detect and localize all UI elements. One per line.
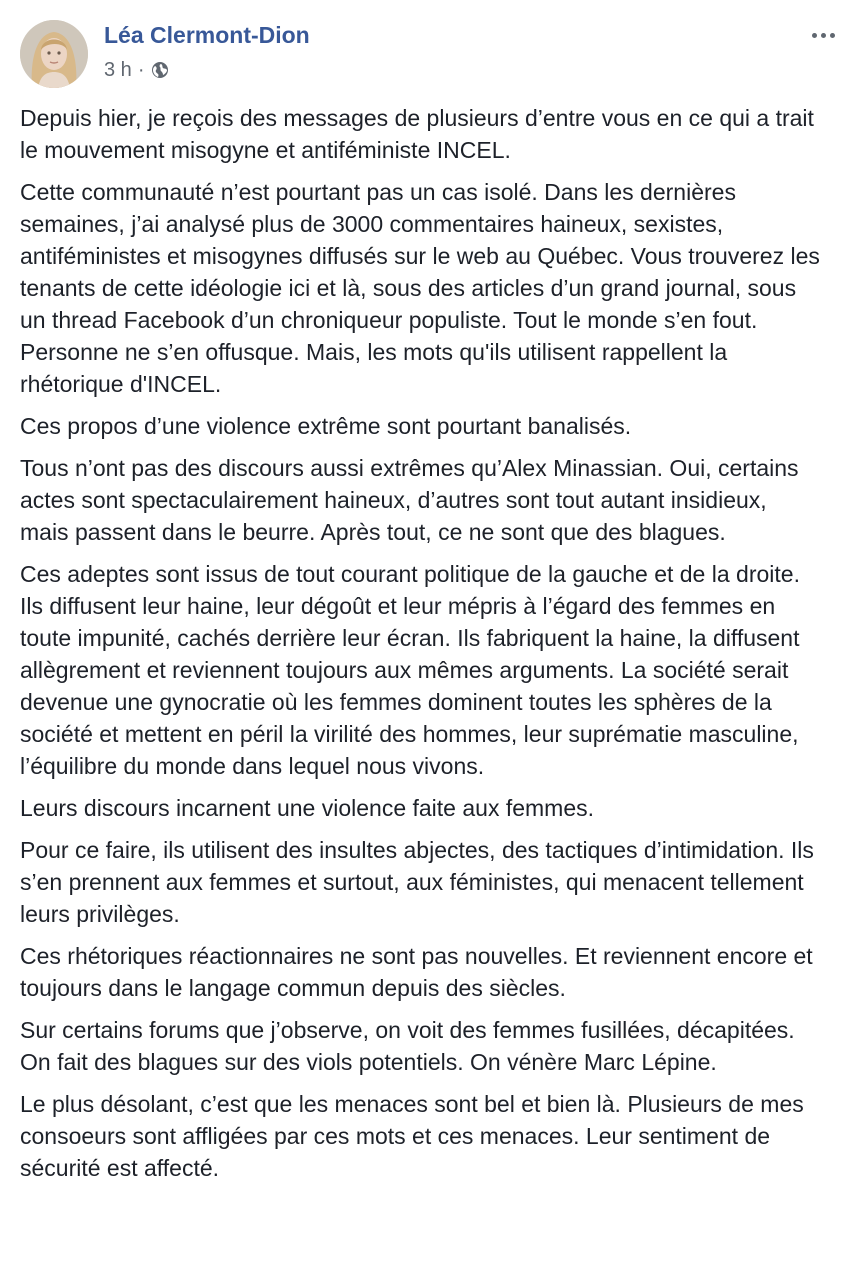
post-body bbox=[20, 102, 820, 1194]
author-name[interactable]: Léa Clermont-Dion bbox=[104, 22, 310, 48]
post-paragraph: Ces adeptes sont issus de tout courant politique de la gauche et de la droite. Ils diffusent leur haine, leur dégoût et leur mépris à l’égard des femmes en toute impunité, cachés derrière leur écran. Ils fabriquent la haine, la diffusent allègrement et reviennent toujours aux mêmes arguments. La société serait devenue une gynocratie où les femmes dominent toutes les sphères de la société et mettent en péril la virilité des hommes, leur suprématie masculine, l’équilibre du monde dans lequel nous vivons. bbox=[20, 561, 800, 779]
avatar-photo bbox=[20, 20, 88, 88]
post-paragraph: Sur certains forums que j’observe, on voit des femmes fusillées, décapitées. On fait des blagues sur des viols potentiels. On vénère Marc Lépine. bbox=[20, 1017, 795, 1075]
post-paragraph: Depuis hier, je reçois des messages de plusieurs d’entre vous en ce qui a trait le mouvement misogyne et antiféministe INCEL. bbox=[20, 105, 814, 163]
post-meta bbox=[104, 58, 169, 82]
post-timestamp[interactable]: 3 h bbox=[104, 58, 132, 81]
author-avatar[interactable] bbox=[20, 20, 88, 88]
post-paragraph: Le plus désolant, c’est que les menaces sont bel et bien là. Plusieurs de mes consoeurs sont affligées par ces mots et ces menaces. Leur sentiment de sécurité est affecté. bbox=[20, 1091, 804, 1181]
post-paragraph: Leurs discours incarnent une violence faite aux femmes. bbox=[20, 795, 595, 821]
post-paragraph: Pour ce faire, ils utilisent des insultes abjectes, des tactiques d’intimidation. Ils s’en prennent aux femmes et surtout, aux féministes, qui menacent tellement leurs privilèges. bbox=[20, 837, 814, 927]
post-paragraph: Ces rhétoriques réactionnaires ne sont pas nouvelles. Et reviennent encore et toujours dans le langage commun depuis des siècles. bbox=[20, 943, 813, 1001]
globe-icon[interactable] bbox=[151, 61, 169, 79]
more-options-button[interactable] bbox=[806, 24, 840, 46]
meta-separator: · bbox=[137, 58, 145, 81]
post-paragraph: Ces propos d’une violence extrême sont pourtant banalisés. bbox=[20, 413, 632, 439]
post-paragraph: Cette communauté n’est pourtant pas un cas isolé. Dans les dernières semaines, j’ai analysé plus de 3000 commentaires haineux, sexistes, antiféministes et misogynes diffusés sur le web au Québec. Vous trouverez les tenants de cette idéologie ici et là, sous des articles d’un grand journal, sous un thread Facebook d’un chroniqueur populiste. Tout le monde s’en fout. Personne ne s’en offusque. Mais, les mots qu'ils utilisent rappellent la rhétorique d'INCEL. bbox=[20, 179, 820, 397]
more-options-icon bbox=[812, 33, 817, 38]
post-paragraph: Tous n’ont pas des discours aussi extrêmes qu’Alex Minassian. Oui, certains actes sont spectaculairement haineux, d’autres sont tout autant insidieux, mais passent dans le beurre. Après tout, ce ne sont que des blagues. bbox=[20, 455, 799, 545]
post-header bbox=[0, 0, 848, 100]
